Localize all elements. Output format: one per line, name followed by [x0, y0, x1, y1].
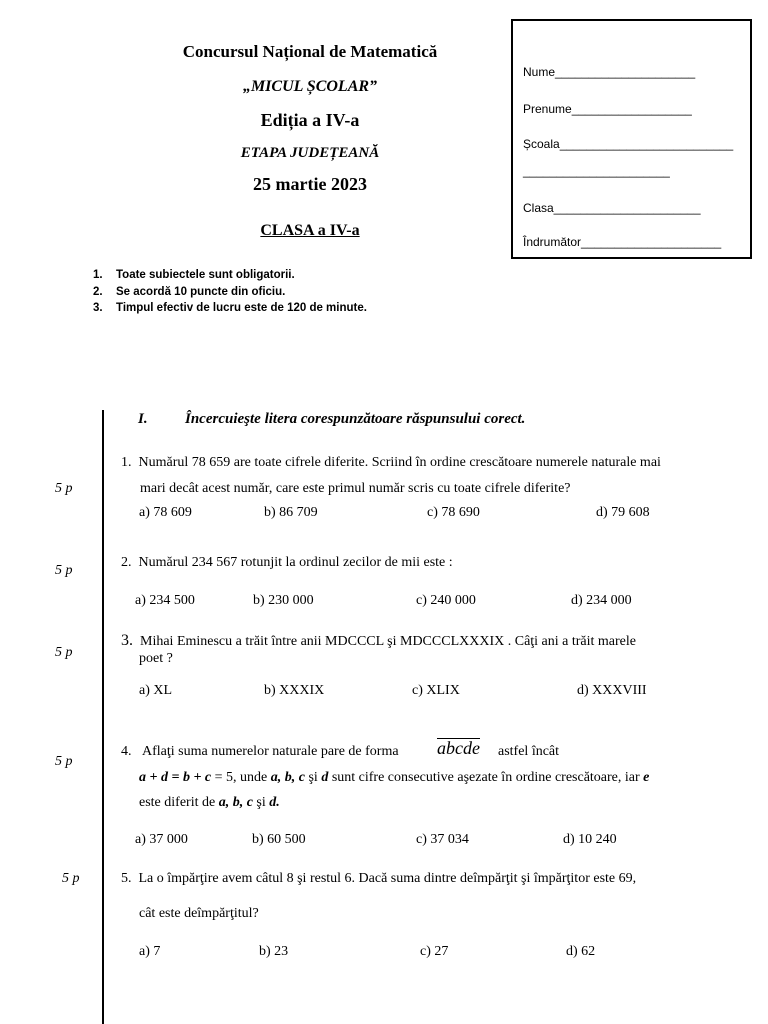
q2-option-b[interactable]: b) 230 000: [253, 593, 314, 608]
question-2-line1: 2. Numărul 234 567 rotunjit la ordinul zecilor de mii este :: [121, 555, 453, 570]
question-3-line2: poet ?: [139, 651, 173, 666]
q5-option-a[interactable]: a) 7: [139, 944, 161, 959]
q4-option-a[interactable]: a) 37 000: [135, 832, 188, 847]
q2-option-d[interactable]: d) 234 000: [571, 593, 632, 608]
points-q3: 5 p: [55, 645, 73, 660]
points-q5: 5 p: [62, 871, 80, 886]
question-1-line2: mari decât acest număr, care este primul număr scris cu toate cifrele diferite?: [140, 481, 571, 496]
q5-option-d[interactable]: d) 62: [566, 944, 596, 959]
q2-option-a[interactable]: a) 234 500: [135, 593, 195, 608]
q3-option-b[interactable]: b) XXXIX: [264, 683, 325, 698]
section-title: [138, 411, 525, 428]
q1-option-a[interactable]: a) 78 609: [139, 505, 192, 520]
q5-option-b[interactable]: b) 23: [259, 944, 289, 959]
instruction-item: 2. Se acordă 10 puncte din oficiu.: [93, 285, 286, 298]
contest-title: Concursul Național de Matematică: [182, 42, 438, 61]
date: 25 martie 2023: [253, 174, 367, 194]
teacher-field[interactable]: Îndrumător_____________________: [523, 235, 722, 249]
overlined-number: abcde: [437, 738, 480, 758]
class-field[interactable]: Clasa______________________: [523, 201, 701, 215]
q1-option-b[interactable]: b) 86 709: [264, 505, 318, 520]
q4-option-c[interactable]: c) 37 034: [416, 832, 469, 847]
instruction-item: 3. Timpul efectiv de lucru este de 120 de minute.: [93, 302, 367, 314]
edition: Ediția a IV-a: [260, 110, 360, 130]
class-label: CLASA a IV-a: [260, 222, 360, 239]
q5-option-c[interactable]: c) 27: [420, 944, 449, 959]
q1-option-d[interactable]: d) 79 608: [596, 505, 650, 520]
question-4-line1: 4. Aflaţi suma numerelor naturale pare de forma: [121, 744, 399, 759]
student-id-box: [511, 19, 752, 259]
contest-subtitle: „MICUL ȘCOLAR”: [242, 78, 378, 95]
first-name-field[interactable]: Prenume__________________: [523, 102, 692, 116]
question-5-line1: 5. La o împărţire avem câtul 8 şi restul 6. Dacă suma dintre deîmpărţit şi împărţitor este 69,: [121, 871, 637, 886]
question-5-line2: cât este deîmpărţitul?: [139, 906, 259, 921]
section-number: I.: [138, 411, 148, 427]
question-4-line1-end: astfel încât: [498, 744, 560, 759]
q3-option-c[interactable]: c) XLIX: [412, 683, 460, 698]
question-4-line2: a + d = b + c = 5, unde a, b, c şi d sunt cifre consecutive aşezate în ordine crescătoare, iar e: [139, 770, 650, 785]
q1-option-c[interactable]: c) 78 690: [427, 505, 480, 520]
q4-option-b[interactable]: b) 60 500: [252, 832, 306, 847]
points-q1: 5 p: [55, 481, 73, 496]
points-q4: 5 p: [55, 754, 73, 769]
q3-option-d[interactable]: d) XXXVIII: [577, 683, 647, 698]
question-1-line1: 1. Numărul 78 659 are toate cifrele diferite. Scriind în ordine crescătoare numerele naturale mai: [121, 455, 661, 470]
name-field[interactable]: Nume_____________________: [523, 65, 696, 79]
q4-option-d[interactable]: d) 10 240: [563, 832, 617, 847]
q2-option-c[interactable]: c) 240 000: [416, 593, 476, 608]
question-4-line3: este diferit de a, b, c şi d.: [139, 795, 280, 810]
school-field-continuation[interactable]: ______________________: [523, 164, 670, 178]
question-3-line1: 3. Mihai Eminescu a trăit între anii MDCCCL şi MDCCCLXXXIX . Câţi ani a trăit marele: [121, 632, 637, 649]
school-field[interactable]: Școala__________________________: [523, 137, 734, 151]
stage: ETAPA JUDEȚEANĂ: [240, 145, 380, 161]
instructions-list: [93, 267, 367, 317]
section-heading: Încercuieşte litera corespunzătoare răspunsului corect.: [185, 411, 526, 427]
instruction-item: 1. Toate subiectele sunt obligatorii.: [93, 269, 295, 281]
margin-line: [102, 410, 104, 1024]
points-q2: 5 p: [55, 563, 73, 578]
q3-option-a[interactable]: a) XL: [139, 683, 173, 698]
